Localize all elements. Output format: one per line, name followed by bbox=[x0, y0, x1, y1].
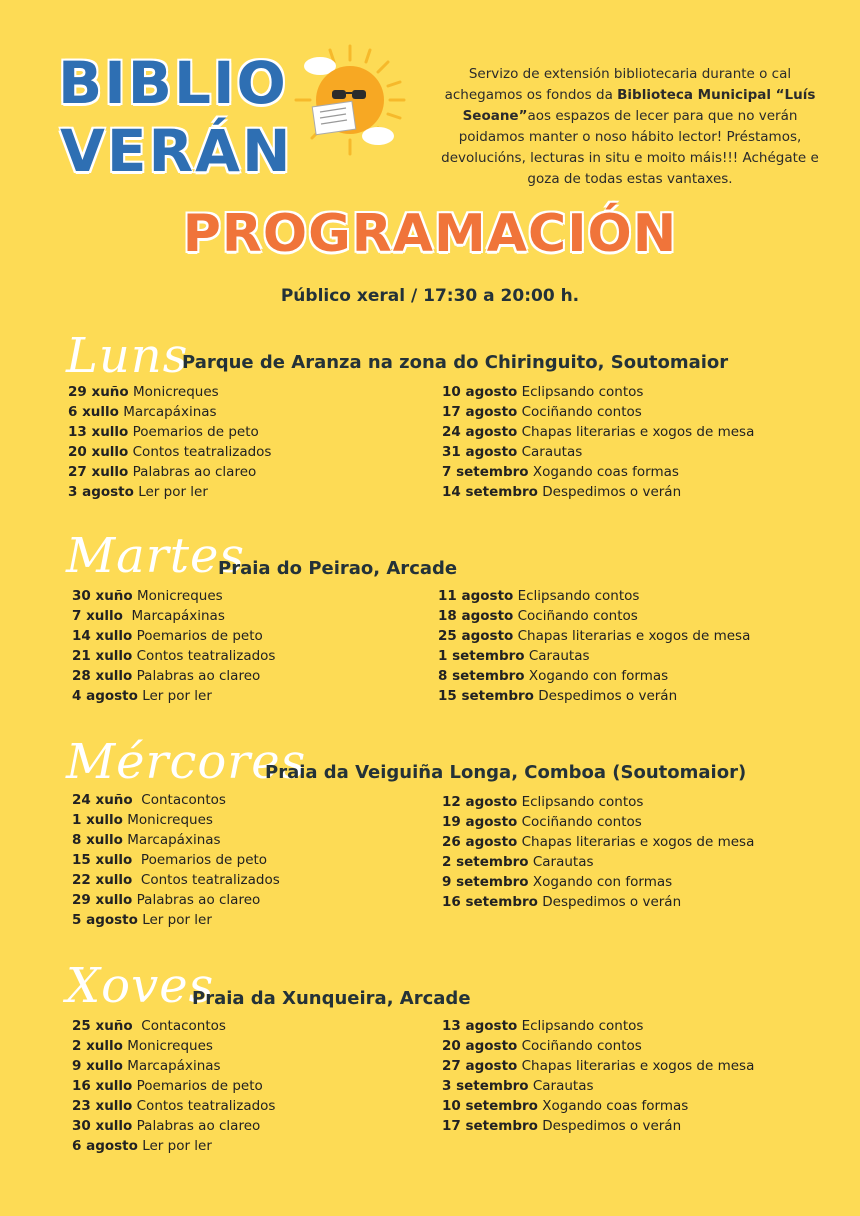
schedule-event: Chapas literarias e xogos de mesa bbox=[517, 424, 755, 440]
schedule-date: 20 agosto bbox=[442, 1038, 518, 1054]
schedule-event: Chapas literarias e xogos de mesa bbox=[513, 628, 751, 644]
schedule-item bbox=[442, 1036, 754, 1056]
schedule-date: 2 setembro bbox=[442, 854, 529, 870]
schedule-date: 25 xuño bbox=[72, 1018, 133, 1034]
schedule-event: Monicreques bbox=[128, 384, 219, 400]
schedule-item bbox=[442, 892, 754, 912]
schedule-date: 29 xuño bbox=[68, 384, 129, 400]
schedule-item bbox=[72, 1036, 275, 1056]
schedule-date: 15 xullo bbox=[72, 852, 133, 868]
schedule-item bbox=[442, 852, 754, 872]
schedule-event: Xogando coas formas bbox=[537, 1098, 689, 1114]
schedule-event: Marcapáxinas bbox=[118, 404, 217, 420]
schedule-date: 27 agosto bbox=[442, 1058, 518, 1074]
logo-line-1: BIBLIO bbox=[58, 49, 288, 117]
schedule-date: 30 xullo bbox=[72, 1118, 133, 1134]
schedule-column-left bbox=[72, 586, 275, 706]
intro-text: Servizo de extensión bibliotecaria durante o cal achegamos os fondos da Biblioteca Municipal “Luís Seoane”aos espazos de lecer para que no verán poidamos manter o noso hábito lector! Préstamos, devolucións, lecturas in situ e moito máis!!! Achégate e goza de todas estas vantaxes. bbox=[441, 66, 819, 187]
day-name: Mércores bbox=[66, 734, 307, 790]
schedule-date: 6 agosto bbox=[72, 1138, 138, 1154]
schedule-item bbox=[442, 812, 754, 832]
schedule-event: Chapas literarias e xogos de mesa bbox=[517, 1058, 755, 1074]
schedule-item bbox=[72, 1096, 275, 1116]
schedule-event: Ler por ler bbox=[137, 1138, 212, 1154]
schedule-item bbox=[442, 1096, 754, 1116]
schedule-date: 18 agosto bbox=[438, 608, 514, 624]
schedule-event: Poemarios de peto bbox=[132, 1078, 263, 1094]
schedule-item bbox=[438, 666, 750, 686]
schedule-date: 11 agosto bbox=[438, 588, 514, 604]
schedule-item bbox=[72, 1016, 275, 1036]
schedule-event: Contos teatralizados bbox=[132, 648, 276, 664]
day-location: Praia da Xunqueira, Arcade bbox=[192, 988, 471, 1009]
schedule-event: Cociñando contos bbox=[517, 1038, 642, 1054]
schedule-item bbox=[72, 586, 275, 606]
schedule-event: Palabras ao clareo bbox=[132, 1118, 261, 1134]
schedule-date: 15 setembro bbox=[438, 688, 534, 704]
schedule-date: 10 setembro bbox=[442, 1098, 538, 1114]
schedule-event: Carautas bbox=[528, 854, 594, 870]
schedule-item bbox=[442, 1076, 754, 1096]
schedule-item bbox=[438, 686, 750, 706]
schedule-item bbox=[442, 1016, 754, 1036]
schedule-date: 8 setembro bbox=[438, 668, 525, 684]
schedule-date: 17 agosto bbox=[442, 404, 518, 420]
schedule-date: 14 setembro bbox=[442, 484, 538, 500]
schedule-item bbox=[72, 686, 275, 706]
schedule-item bbox=[72, 790, 280, 810]
schedule-item bbox=[72, 910, 280, 930]
schedule-date: 30 xuño bbox=[72, 588, 133, 604]
schedule-event: Poemarios de peto bbox=[128, 424, 259, 440]
schedule-event: Cociñando contos bbox=[513, 608, 638, 624]
schedule-date: 5 agosto bbox=[72, 912, 138, 928]
schedule-event: Ler por ler bbox=[133, 484, 208, 500]
schedule-event: Marcapáxinas bbox=[122, 832, 221, 848]
schedule-event: Eclipsando contos bbox=[517, 1018, 644, 1034]
schedule-event: Despedimos o verán bbox=[537, 484, 682, 500]
schedule-item bbox=[442, 422, 754, 442]
logo-line-2: VERÁN bbox=[60, 117, 293, 185]
schedule-date: 24 xuño bbox=[72, 792, 133, 808]
schedule-date: 31 agosto bbox=[442, 444, 518, 460]
schedule-item bbox=[438, 626, 750, 646]
schedule-event: Marcapáxinas bbox=[122, 608, 225, 624]
schedule-item bbox=[442, 482, 754, 502]
schedule-date: 24 agosto bbox=[442, 424, 518, 440]
schedule-date: 16 xullo bbox=[72, 1078, 133, 1094]
schedule-event: Despedimos o verán bbox=[533, 688, 678, 704]
schedule-date: 9 setembro bbox=[442, 874, 529, 890]
schedule-event: Eclipsando contos bbox=[513, 588, 640, 604]
schedule-item bbox=[68, 402, 271, 422]
schedule-item bbox=[442, 442, 754, 462]
schedule-column-left bbox=[72, 790, 280, 930]
schedule-event: Contos teatralizados bbox=[128, 444, 272, 460]
schedule-event: Carautas bbox=[528, 1078, 594, 1094]
schedule-item bbox=[72, 606, 275, 626]
schedule-item bbox=[72, 890, 280, 910]
schedule-event: Despedimos o verán bbox=[537, 894, 682, 910]
schedule-item bbox=[72, 666, 275, 686]
schedule-column-right bbox=[442, 1016, 754, 1136]
schedule-item bbox=[72, 870, 280, 890]
schedule-date: 7 setembro bbox=[442, 464, 529, 480]
schedule-item bbox=[68, 422, 271, 442]
schedule-column-left bbox=[68, 382, 271, 502]
schedule-event: Cociñando contos bbox=[517, 404, 642, 420]
schedule-column-right bbox=[442, 792, 754, 912]
schedule-event: Monicreques bbox=[132, 588, 223, 604]
schedule-event: Palabras ao clareo bbox=[132, 668, 261, 684]
schedule-item bbox=[438, 646, 750, 666]
schedule-item bbox=[72, 646, 275, 666]
schedule-column-left bbox=[72, 1016, 275, 1156]
schedule-date: 3 setembro bbox=[442, 1078, 529, 1094]
schedule-date: 10 agosto bbox=[442, 384, 518, 400]
schedule-event: Monicreques bbox=[122, 812, 213, 828]
schedule-item bbox=[442, 872, 754, 892]
schedule-item bbox=[72, 1076, 275, 1096]
schedule-event: Poemarios de peto bbox=[132, 852, 268, 868]
schedule-event: Eclipsando contos bbox=[517, 384, 644, 400]
schedule-date: 23 xullo bbox=[72, 1098, 133, 1114]
schedule-date: 13 agosto bbox=[442, 1018, 518, 1034]
schedule-column-right bbox=[442, 382, 754, 502]
schedule-item bbox=[68, 382, 271, 402]
schedule-column-right bbox=[438, 586, 750, 706]
schedule-date: 14 xullo bbox=[72, 628, 133, 644]
day-name: Luns bbox=[66, 328, 189, 384]
schedule-date: 2 xullo bbox=[72, 1038, 123, 1054]
schedule-event: Xogando coas formas bbox=[528, 464, 679, 480]
schedule-event: Carautas bbox=[524, 648, 590, 664]
schedule-event: Contacontos bbox=[132, 1018, 226, 1034]
schedule-event: Eclipsando contos bbox=[517, 794, 644, 810]
schedule-item bbox=[72, 830, 280, 850]
schedule-event: Palabras ao clareo bbox=[132, 892, 261, 908]
schedule-date: 20 xullo bbox=[68, 444, 129, 460]
schedule-event: Cociñando contos bbox=[517, 814, 642, 830]
schedule-item bbox=[442, 462, 754, 482]
schedule-date: 26 agosto bbox=[442, 834, 518, 850]
schedule-event: Carautas bbox=[517, 444, 583, 460]
page-title: PROGRAMACIÓN bbox=[182, 204, 678, 264]
schedule-item bbox=[442, 1116, 754, 1136]
schedule-date: 6 xullo bbox=[68, 404, 119, 420]
schedule-date: 25 agosto bbox=[438, 628, 514, 644]
schedule-event: Palabras ao clareo bbox=[128, 464, 257, 480]
schedule-item bbox=[68, 462, 271, 482]
schedule-date: 1 xullo bbox=[72, 812, 123, 828]
schedule-event: Contos teatralizados bbox=[132, 1098, 276, 1114]
schedule-event: Monicreques bbox=[122, 1038, 213, 1054]
day-location: Praia do Peirao, Arcade bbox=[218, 558, 458, 579]
schedule-item bbox=[442, 402, 754, 422]
schedule-item bbox=[72, 810, 280, 830]
schedule-date: 13 xullo bbox=[68, 424, 129, 440]
schedule-item bbox=[72, 626, 275, 646]
schedule-item bbox=[442, 382, 754, 402]
day-name: Martes bbox=[66, 528, 246, 584]
schedule-item bbox=[442, 792, 754, 812]
schedule-date: 16 setembro bbox=[442, 894, 538, 910]
schedule-item bbox=[442, 832, 754, 852]
schedule-item bbox=[438, 606, 750, 626]
schedule-item bbox=[442, 1056, 754, 1076]
schedule-item bbox=[72, 1056, 275, 1076]
schedule-event: Despedimos o verán bbox=[537, 1118, 682, 1134]
schedule-date: 27 xullo bbox=[68, 464, 129, 480]
schedule-event: Contos teatralizados bbox=[132, 872, 280, 888]
day-name: Xoves bbox=[66, 958, 215, 1014]
schedule-item bbox=[72, 850, 280, 870]
schedule-event: Ler por ler bbox=[137, 912, 212, 928]
schedule-event: Contacontos bbox=[132, 792, 226, 808]
day-location: Parque de Aranza na zona do Chiringuito, Soutomaior bbox=[182, 352, 729, 373]
schedule-item bbox=[72, 1136, 275, 1156]
schedule-date: 19 agosto bbox=[442, 814, 518, 830]
schedule-date: 4 agosto bbox=[72, 688, 138, 704]
schedule-date: 12 agosto bbox=[442, 794, 518, 810]
schedule-event: Chapas literarias e xogos de mesa bbox=[517, 834, 755, 850]
schedule-date: 8 xullo bbox=[72, 832, 123, 848]
schedule-date: 22 xullo bbox=[72, 872, 133, 888]
schedule-subtitle: Público xeral / 17:30 a 20:00 h. bbox=[280, 286, 580, 306]
schedule-date: 9 xullo bbox=[72, 1058, 123, 1074]
schedule-date: 3 agosto bbox=[68, 484, 134, 500]
schedule-event: Marcapáxinas bbox=[122, 1058, 221, 1074]
schedule-event: Poemarios de peto bbox=[132, 628, 263, 644]
schedule-date: 17 setembro bbox=[442, 1118, 538, 1134]
schedule-item bbox=[72, 1116, 275, 1136]
schedule-item bbox=[438, 586, 750, 606]
schedule-date: 29 xullo bbox=[72, 892, 133, 908]
schedule-event: Xogando con formas bbox=[528, 874, 673, 890]
schedule-date: 7 xullo bbox=[72, 608, 123, 624]
schedule-date: 21 xullo bbox=[72, 648, 133, 664]
schedule-item bbox=[68, 442, 271, 462]
schedule-item bbox=[68, 482, 271, 502]
schedule-event: Xogando con formas bbox=[524, 668, 669, 684]
schedule-date: 28 xullo bbox=[72, 668, 133, 684]
sun-reading-icon bbox=[290, 40, 410, 160]
schedule-event: Ler por ler bbox=[137, 688, 212, 704]
schedule-date: 1 setembro bbox=[438, 648, 525, 664]
day-location: Praia da Veiguiña Longa, Comboa (Soutomaior) bbox=[265, 762, 747, 783]
